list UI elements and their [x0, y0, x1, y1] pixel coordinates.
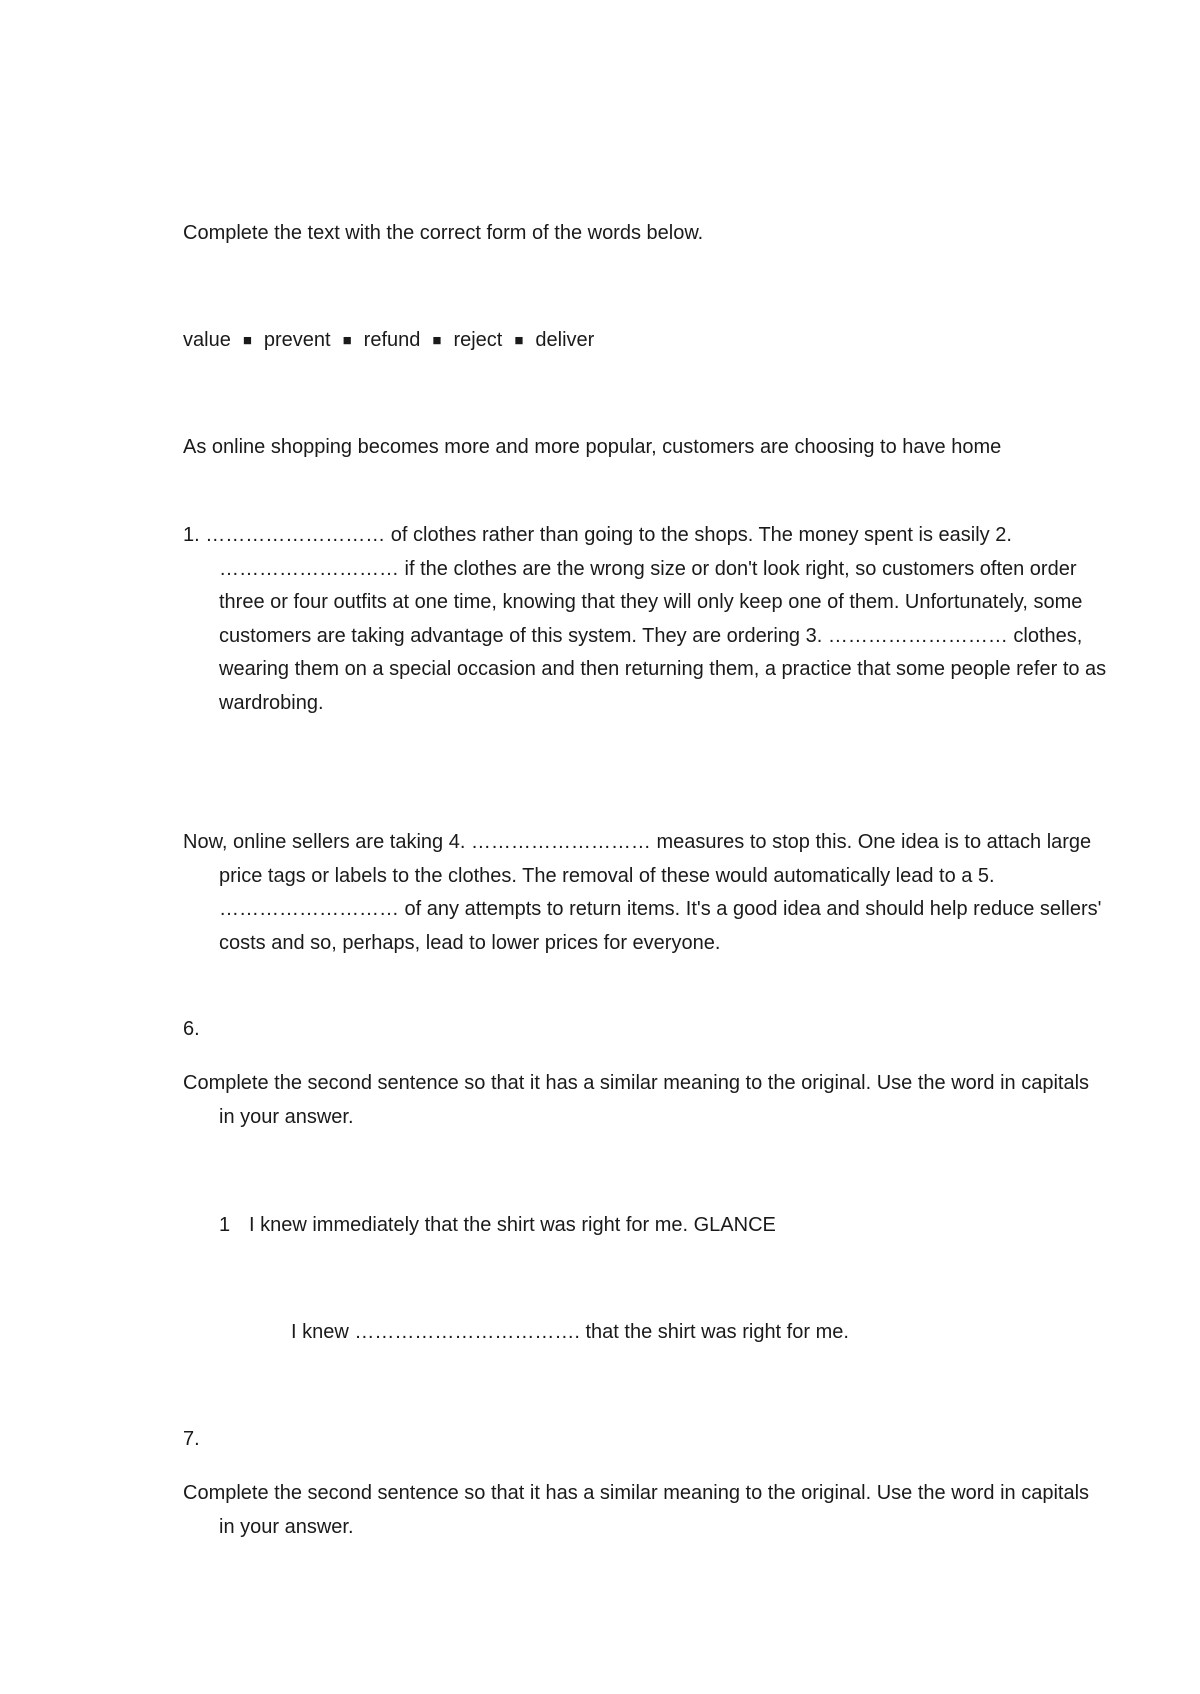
question-number: 6. — [183, 1018, 200, 1040]
item-number: 1 — [219, 1214, 231, 1236]
question-instruction: Complete the second sentence so that it has a similar meaning to the original. Use the word in capitals in your answer. — [183, 1072, 1090, 1128]
answer-prompt: I knew ……………………………. that the shirt was right for me. — [291, 1321, 849, 1343]
word-bank-item: value — [183, 329, 231, 351]
paragraph-gap-text-2: Now, online sellers are taking 4. ……………………… measures to stop this. One idea is to attach large price tags or labels to the clothes. The removal of these would automatically lead to a 5. ……………………… of any attempts to return items. It's a good idea and should help reduce sellers' costs and so, perhaps, lead to lower prices for everyone. — [183, 831, 1102, 954]
question-item — [219, 1209, 1069, 1243]
separator-square-icon: ■ — [432, 332, 442, 349]
paragraph-gap-text-1: 1. ……………………… of clothes rather than going to the shops. The money spent is easily 2. ……………………… if the clothes are the wrong size or don't look right, so customers often order three or four outfits at one time, knowing that they will only keep one of them. Unfortunately, some customers are taking advantage of this system. They are ordering 3. ……………………… clothes, wearing them on a special occasion and then returning them, a practice that some people refer to as wardrobing. — [183, 524, 1107, 714]
item-sentence: I knew immediately that the shirt was right for me. GLANCE — [249, 1214, 776, 1236]
word-bank-item: deliver — [535, 329, 595, 351]
separator-square-icon: ■ — [242, 332, 252, 349]
word-bank — [183, 324, 1073, 358]
paragraph-intro: As online shopping becomes more and more popular, customers are choosing to have home — [183, 436, 1002, 458]
question-instruction: Complete the second sentence so that it has a similar meaning to the original. Use the word in capitals in your answer. — [183, 1482, 1090, 1538]
question-number: 7. — [183, 1428, 200, 1450]
word-bank-item: reject — [453, 329, 503, 351]
word-bank-item: refund — [363, 329, 421, 351]
separator-square-icon: ■ — [514, 332, 524, 349]
word-bank-item: prevent — [263, 329, 331, 351]
separator-square-icon: ■ — [342, 332, 352, 349]
instruction-text: Complete the text with the correct form of the words below. — [183, 222, 704, 244]
